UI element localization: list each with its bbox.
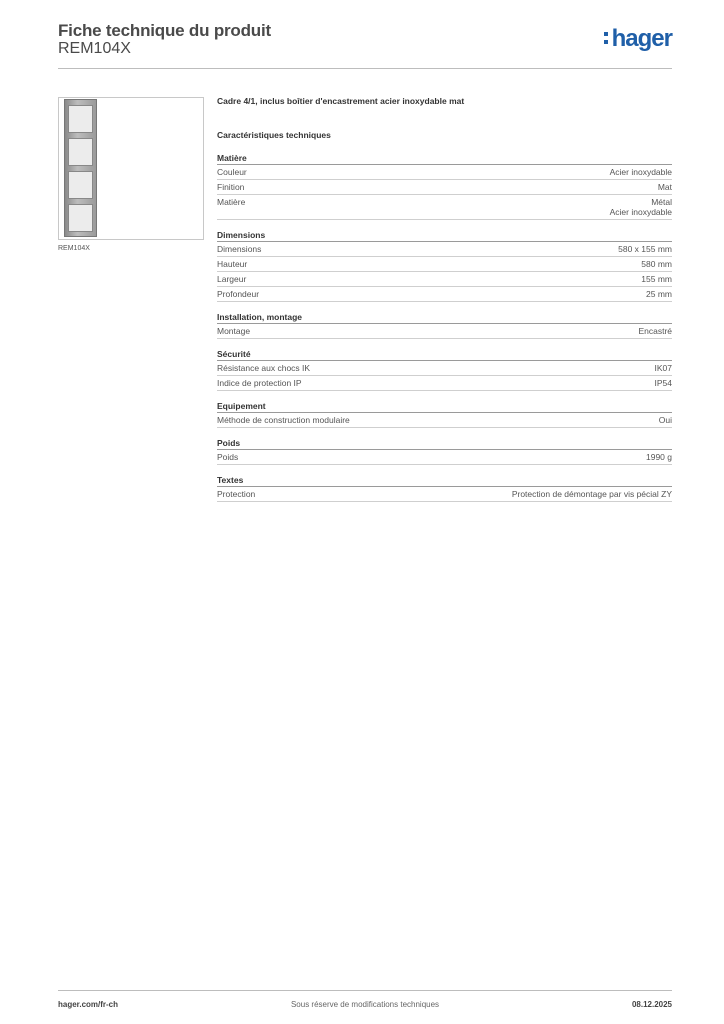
spec-value <box>658 182 672 192</box>
spec-group-title: Sécurité <box>217 349 672 361</box>
spec-value-line: 580 x 155 mm <box>618 244 672 254</box>
spec-label: Indice de protection IP <box>217 378 302 388</box>
spec-value-line: Acier inoxydable <box>609 207 672 217</box>
frame-cell-1 <box>68 105 93 133</box>
spec-label: Dimensions <box>217 244 262 254</box>
spec-label: Protection <box>217 489 256 499</box>
spec-row <box>217 242 672 257</box>
spec-group <box>217 153 672 220</box>
product-frame-image <box>64 99 97 237</box>
spec-group-title: Dimensions <box>217 230 672 242</box>
spec-value <box>646 289 672 299</box>
spec-row <box>217 450 672 465</box>
spec-value <box>641 274 672 284</box>
page-header <box>58 21 672 69</box>
spec-value <box>610 167 672 177</box>
spec-group <box>217 475 672 502</box>
spec-group <box>217 401 672 428</box>
spec-value-line: Acier inoxydable <box>609 167 672 177</box>
spec-value <box>610 197 672 217</box>
spec-row <box>217 195 672 220</box>
spec-value <box>659 415 672 425</box>
frame-cell-4 <box>68 204 93 232</box>
spec-value-line: Mat <box>657 182 672 192</box>
spec-value <box>646 452 672 462</box>
spec-label: Poids <box>217 452 239 462</box>
product-reference: REM104X <box>58 40 131 57</box>
footer-disclaimer: Sous réserve de modifications techniques <box>290 1000 440 1009</box>
spec-label: Matière <box>217 197 246 207</box>
spec-row <box>217 376 672 391</box>
section-heading: Caractéristiques techniques <box>217 130 331 140</box>
spec-label: Résistance aux chocs IK <box>217 363 311 373</box>
spec-group <box>217 438 672 465</box>
spec-group <box>217 349 672 391</box>
spec-value-line: 155 mm <box>641 274 672 284</box>
spec-value-line: Métal <box>651 197 672 207</box>
spec-row <box>217 324 672 339</box>
spec-label: Méthode de construction modulaire <box>217 415 350 425</box>
spec-value <box>618 244 672 254</box>
spec-value-line: Encastré <box>638 326 672 336</box>
frame-cell-2 <box>68 138 93 166</box>
product-description: Cadre 4/1, inclus boîtier d'encastrement acier inoxydable mat <box>217 96 465 106</box>
spec-value-line: IK07 <box>654 363 672 373</box>
spec-value <box>655 378 673 388</box>
spec-group <box>217 312 672 339</box>
spec-group <box>217 230 672 302</box>
spec-label: Finition <box>217 182 245 192</box>
spec-group-title: Poids <box>217 438 672 450</box>
spec-group-title: Installation, montage <box>217 312 672 324</box>
page-footer <box>58 990 672 1010</box>
footer-date: 08.12.2025 <box>631 1000 672 1009</box>
spec-label: Hauteur <box>217 259 248 269</box>
spec-row <box>217 272 672 287</box>
frame-cell-3 <box>68 171 93 199</box>
footer-website[interactable]: hager.com/fr-ch <box>58 1000 119 1009</box>
logo-text: hager <box>611 25 672 52</box>
spec-value-line: Oui <box>658 415 672 425</box>
spec-label: Profondeur <box>217 289 260 299</box>
spec-label: Largeur <box>217 274 247 284</box>
spec-label: Montage <box>217 326 251 336</box>
spec-group-title: Matière <box>217 153 672 165</box>
spec-row <box>217 287 672 302</box>
spec-group-title: Equipement <box>217 401 672 413</box>
spec-group-title: Textes <box>217 475 672 487</box>
spec-value-line: Protection de démontage par vis pécial ZY <box>511 489 672 499</box>
spec-value <box>641 259 672 269</box>
spec-row <box>217 257 672 272</box>
logo-colon-icon <box>604 32 609 45</box>
spec-row <box>217 487 672 502</box>
document-title: Fiche technique du produit <box>58 21 271 40</box>
spec-value-line: IP54 <box>654 378 672 388</box>
spec-value-line: 1990 g <box>646 452 672 462</box>
hager-logo <box>604 27 672 51</box>
spec-row <box>217 361 672 376</box>
product-image-box <box>58 97 204 240</box>
spec-value <box>655 363 673 373</box>
spec-value <box>512 489 672 499</box>
spec-label: Couleur <box>217 167 247 177</box>
image-caption: REM104X <box>58 245 90 252</box>
spec-row <box>217 165 672 180</box>
spec-groups <box>217 153 672 502</box>
spec-row <box>217 413 672 428</box>
spec-row <box>217 180 672 195</box>
spec-value-line: 25 mm <box>646 289 672 299</box>
specifications <box>217 96 672 502</box>
spec-value-line: 580 mm <box>641 259 672 269</box>
spec-value <box>638 326 672 336</box>
